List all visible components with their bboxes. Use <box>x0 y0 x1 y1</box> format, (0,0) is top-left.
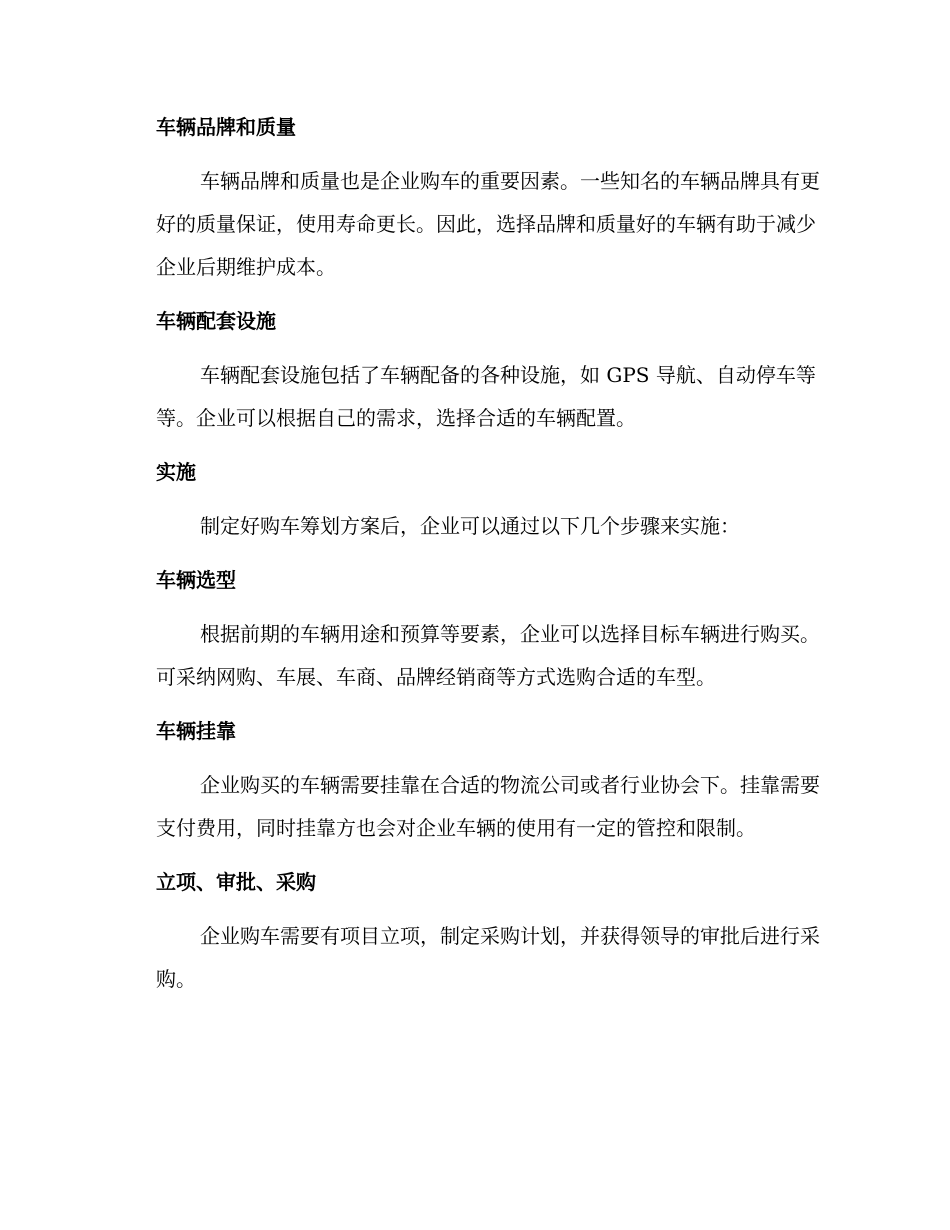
paragraph-line: 好的质量保证，使用寿命更长。因此，选择品牌和质量好的车辆有助于减少 <box>156 212 816 236</box>
paragraph-line: 根据前期的车辆用途和预算等要素，企业可以选择目标车辆进行购买。 <box>200 622 820 646</box>
section-heading-affiliation: 车辆挂靠 <box>156 719 236 743</box>
document-page <box>112 106 832 1001</box>
section-heading-facilities: 车辆配套设施 <box>156 309 276 333</box>
section-paragraph-affiliation <box>112 764 832 850</box>
paragraph-line: 车辆配套设施包括了车辆配备的各种设施，如 GPS 导航、自动停车等 <box>200 363 816 387</box>
section-heading-approval: 立项、审批、采购 <box>156 870 316 894</box>
paragraph-line: 企业购车需要有项目立项，制定采购计划，并获得领导的审批后进行采 <box>200 924 820 948</box>
section-paragraph-brand-quality <box>112 160 832 289</box>
section-heading-brand-quality: 车辆品牌和质量 <box>156 115 296 139</box>
section-paragraph-model-selection <box>112 613 832 699</box>
section-paragraph-facilities <box>112 354 832 440</box>
section-heading-implementation: 实施 <box>156 460 196 484</box>
paragraph-line: 企业后期维护成本。 <box>156 255 336 279</box>
paragraph-line: 制定好购车筹划方案后，企业可以通过以下几个步骤来实施： <box>200 514 740 538</box>
section-paragraph-implementation <box>112 505 832 548</box>
paragraph-line: 购。 <box>156 967 196 991</box>
paragraph-line: 支付费用，同时挂靠方也会对企业车辆的使用有一定的管控和限制。 <box>156 816 756 840</box>
section-heading-model-selection: 车辆选型 <box>156 568 236 592</box>
paragraph-line: 企业购买的车辆需要挂靠在合适的物流公司或者行业协会下。挂靠需要 <box>200 773 820 797</box>
paragraph-line: 车辆品牌和质量也是企业购车的重要因素。一些知名的车辆品牌具有更 <box>200 169 820 193</box>
section-paragraph-approval <box>112 915 832 1001</box>
paragraph-line: 可采纳网购、车展、车商、品牌经销商等方式选购合适的车型。 <box>156 665 716 689</box>
paragraph-line: 等。企业可以根据自己的需求，选择合适的车辆配置。 <box>156 406 636 430</box>
